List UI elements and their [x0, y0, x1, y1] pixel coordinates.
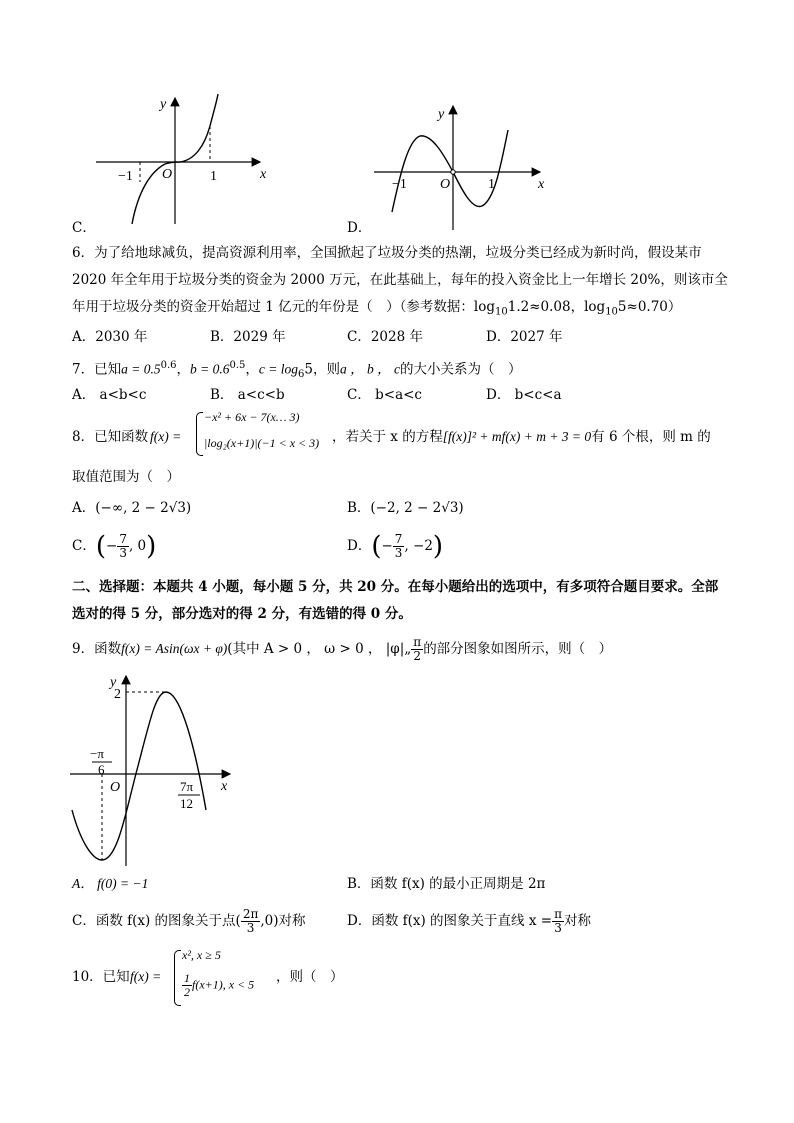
- q9-stem: [72, 636, 612, 663]
- pos-pi-label: 7π: [180, 779, 194, 794]
- pos-den-label: 12: [180, 796, 193, 811]
- q6-option-a[interactable]: A．2030 年: [72, 329, 148, 345]
- q8-case1: −x² + 6x − 7(x… 3): [204, 410, 300, 424]
- q8-option-d-label: D．: [347, 538, 372, 554]
- q8-optd-post: , −2: [404, 538, 433, 554]
- q6-line3-b: 1.2≈0.08，log: [507, 299, 606, 315]
- q7-b: b = 0.6: [190, 361, 230, 377]
- q7-prefix: 7．已知: [72, 361, 122, 378]
- q9-opta-text: A． f(0) = −1: [72, 876, 149, 891]
- q8-option-b[interactable]: B．(−2, 2 − 2√3): [347, 500, 464, 516]
- q9-expr: f(x) = Asin(ωx + φ): [121, 641, 228, 656]
- q9-option-d[interactable]: [347, 908, 591, 935]
- pos1-label: 1: [488, 177, 495, 192]
- q6-option-b[interactable]: B．2029 年: [210, 329, 286, 345]
- q7-vars: a ， b ， c: [339, 361, 400, 377]
- q9-optd-pre: D．函数 f(x) 的图象关于直线 x =: [347, 913, 553, 929]
- q10-half: $\frac{1}{2}$: [184, 971, 190, 999]
- graph-c: [90, 92, 275, 232]
- section2-line2: 选对的得 5 分，部分选对的得 2 分，有选错的得 0 分。: [72, 606, 412, 622]
- q10-case1: x², x ≥ 5: [182, 948, 221, 962]
- origin-label: O: [162, 167, 173, 182]
- q8-equation: [f(x)]² + mf(x) + m + 3 = 0: [442, 429, 592, 444]
- q6-option-c[interactable]: C．2028 年: [347, 329, 423, 345]
- q8-optd-frac: $\frac{7}{3}$: [394, 532, 403, 560]
- neg-den-label: 6: [98, 762, 105, 777]
- q10-fx: f(x) =: [130, 969, 162, 984]
- q9-optc-pre: C．函数 f(x) 的图象关于点(: [72, 913, 241, 929]
- q8-option-d[interactable]: D．(− $\frac{7}{3}$ , −2): [347, 531, 444, 562]
- q10-brace: [174, 950, 181, 1006]
- y-label: y: [438, 107, 445, 122]
- q8-prefix: 8．已知函数: [72, 429, 149, 445]
- q8-line1-rest: [332, 426, 711, 448]
- q10-case2-rest: f(x+1), x < 5: [192, 977, 255, 992]
- origin-label: O: [110, 780, 121, 795]
- q8-option-a[interactable]: A．(−∞, 2 − 2√3): [72, 500, 192, 516]
- q6-line3: [72, 296, 681, 324]
- origin-point: [451, 170, 455, 174]
- q8-optd-minus: −: [381, 538, 393, 554]
- q8-optc-minus: −: [106, 538, 118, 554]
- q9-option-a[interactable]: [72, 873, 148, 895]
- q10-suffix: ，则（ ）: [276, 969, 344, 985]
- q9-suffix: 的部分图象如图所示，则（ ）: [423, 641, 613, 657]
- log-base-2: 10: [605, 306, 618, 318]
- neg1-label: −1: [392, 177, 407, 192]
- q6-option-d[interactable]: D．2027 年: [486, 329, 563, 345]
- q7-c-arg: 5: [304, 361, 313, 378]
- q8-brace: [196, 412, 203, 456]
- neg1-label: −1: [118, 169, 133, 184]
- q8-case2: |log₂(x+1)|(−1 < x < 3): [204, 436, 320, 450]
- q9-option-b[interactable]: B．函数 f(x) 的最小正周期是 2π: [347, 876, 546, 892]
- q6-line2: 2020 年全年用于垃圾分类的资金为 2000 万元，在此基础上，每年的投入资金比上一年增长 20%，则该市全: [72, 272, 728, 288]
- pos1-label: 1: [210, 169, 217, 184]
- q8-optc-frac: $\frac{7}{3}$: [119, 532, 127, 560]
- q7-option-d[interactable]: D． b<c<a: [486, 387, 562, 403]
- q7-suffix: 的大小关系为（ ）: [399, 361, 522, 378]
- graph-d-label: D．: [347, 220, 372, 236]
- q6-line1: 6．为了给地球减负，提高资源利用率，全国掀起了垃圾分类的热潮，垃圾分类已经成为新时尚，假设某市: [72, 245, 702, 261]
- section2-line1: 二、选择题：本题共 4 小题，每小题 5 分，共 20 分。在每小题给出的选项中，有多项符合题目要求。全部: [72, 579, 719, 595]
- q9-frac: $\frac{\pi}{2}$: [413, 635, 422, 663]
- q6-line3-c: 5≈0.70）: [617, 299, 682, 315]
- ymax-label: 2: [114, 687, 121, 702]
- q9-optd-post: 对称: [563, 913, 591, 929]
- x-label: x: [538, 177, 545, 192]
- q7-a-exp: 0.6: [160, 360, 177, 371]
- y-label: y: [160, 97, 167, 112]
- neg-pi-label: −π: [90, 746, 104, 761]
- x-label: x: [221, 779, 228, 794]
- q9-optd-frac: $\frac{\pi}{3}$: [554, 907, 562, 935]
- q8-middle: ，若关于 x 的方程: [332, 429, 443, 445]
- graph-c-label: C．: [72, 220, 96, 236]
- q9-option-c[interactable]: [72, 908, 306, 935]
- q8-option-c[interactable]: C．(− $\frac{7}{3}$ , 0): [72, 531, 157, 562]
- log-base-1: 10: [495, 306, 508, 318]
- q7-option-b[interactable]: B． a<c<b: [210, 387, 285, 403]
- graph-d: [370, 100, 555, 240]
- q7-option-c[interactable]: C． b<a<c: [347, 387, 422, 403]
- q7-c: c = log: [258, 361, 299, 377]
- q7-c-base: 6: [298, 369, 305, 381]
- q10-prefix: 10．已知: [72, 969, 130, 985]
- q9-cond: (其中 A > 0 ， ω > 0 ， |φ|„: [227, 641, 412, 657]
- q8-suffix: 有 6 个根，则 m 的: [591, 429, 711, 445]
- q8-line2: 取值范围为（ ）: [72, 469, 180, 485]
- q8-option-c-label: C．: [72, 538, 96, 554]
- q6-line3-a: 年用于垃圾分类的资金开始超过 1 亿元的年份是（ ）（参考数据：log: [72, 299, 496, 315]
- q7-b-exp: 0.5: [229, 360, 246, 371]
- q7-a: a = 0.5: [121, 361, 161, 377]
- q8-fx: f(x) =: [150, 429, 182, 444]
- x-label: x: [260, 167, 267, 182]
- q7-stem: 7．已知$a = 0.5^{0.6}$，$b = 0.6^{0.5}$，$c = \log_65$，则a ， b ， c的大小关系为（ ）: [72, 360, 522, 381]
- q9-optc-post: ,0)对称: [260, 913, 306, 929]
- curve: [392, 130, 508, 212]
- origin-label: O: [440, 177, 451, 192]
- y-label: y: [110, 675, 117, 690]
- q8-optc-post: , 0: [128, 538, 147, 554]
- graph-q9: [66, 670, 241, 870]
- sine-curve: [72, 692, 206, 860]
- q10-case2: [182, 972, 254, 999]
- q9-prefix: 9．函数: [72, 641, 122, 657]
- q7-option-a[interactable]: A． a<b<c: [72, 387, 147, 403]
- q9-optc-frac: $\frac{2\pi}{3}$: [242, 907, 259, 935]
